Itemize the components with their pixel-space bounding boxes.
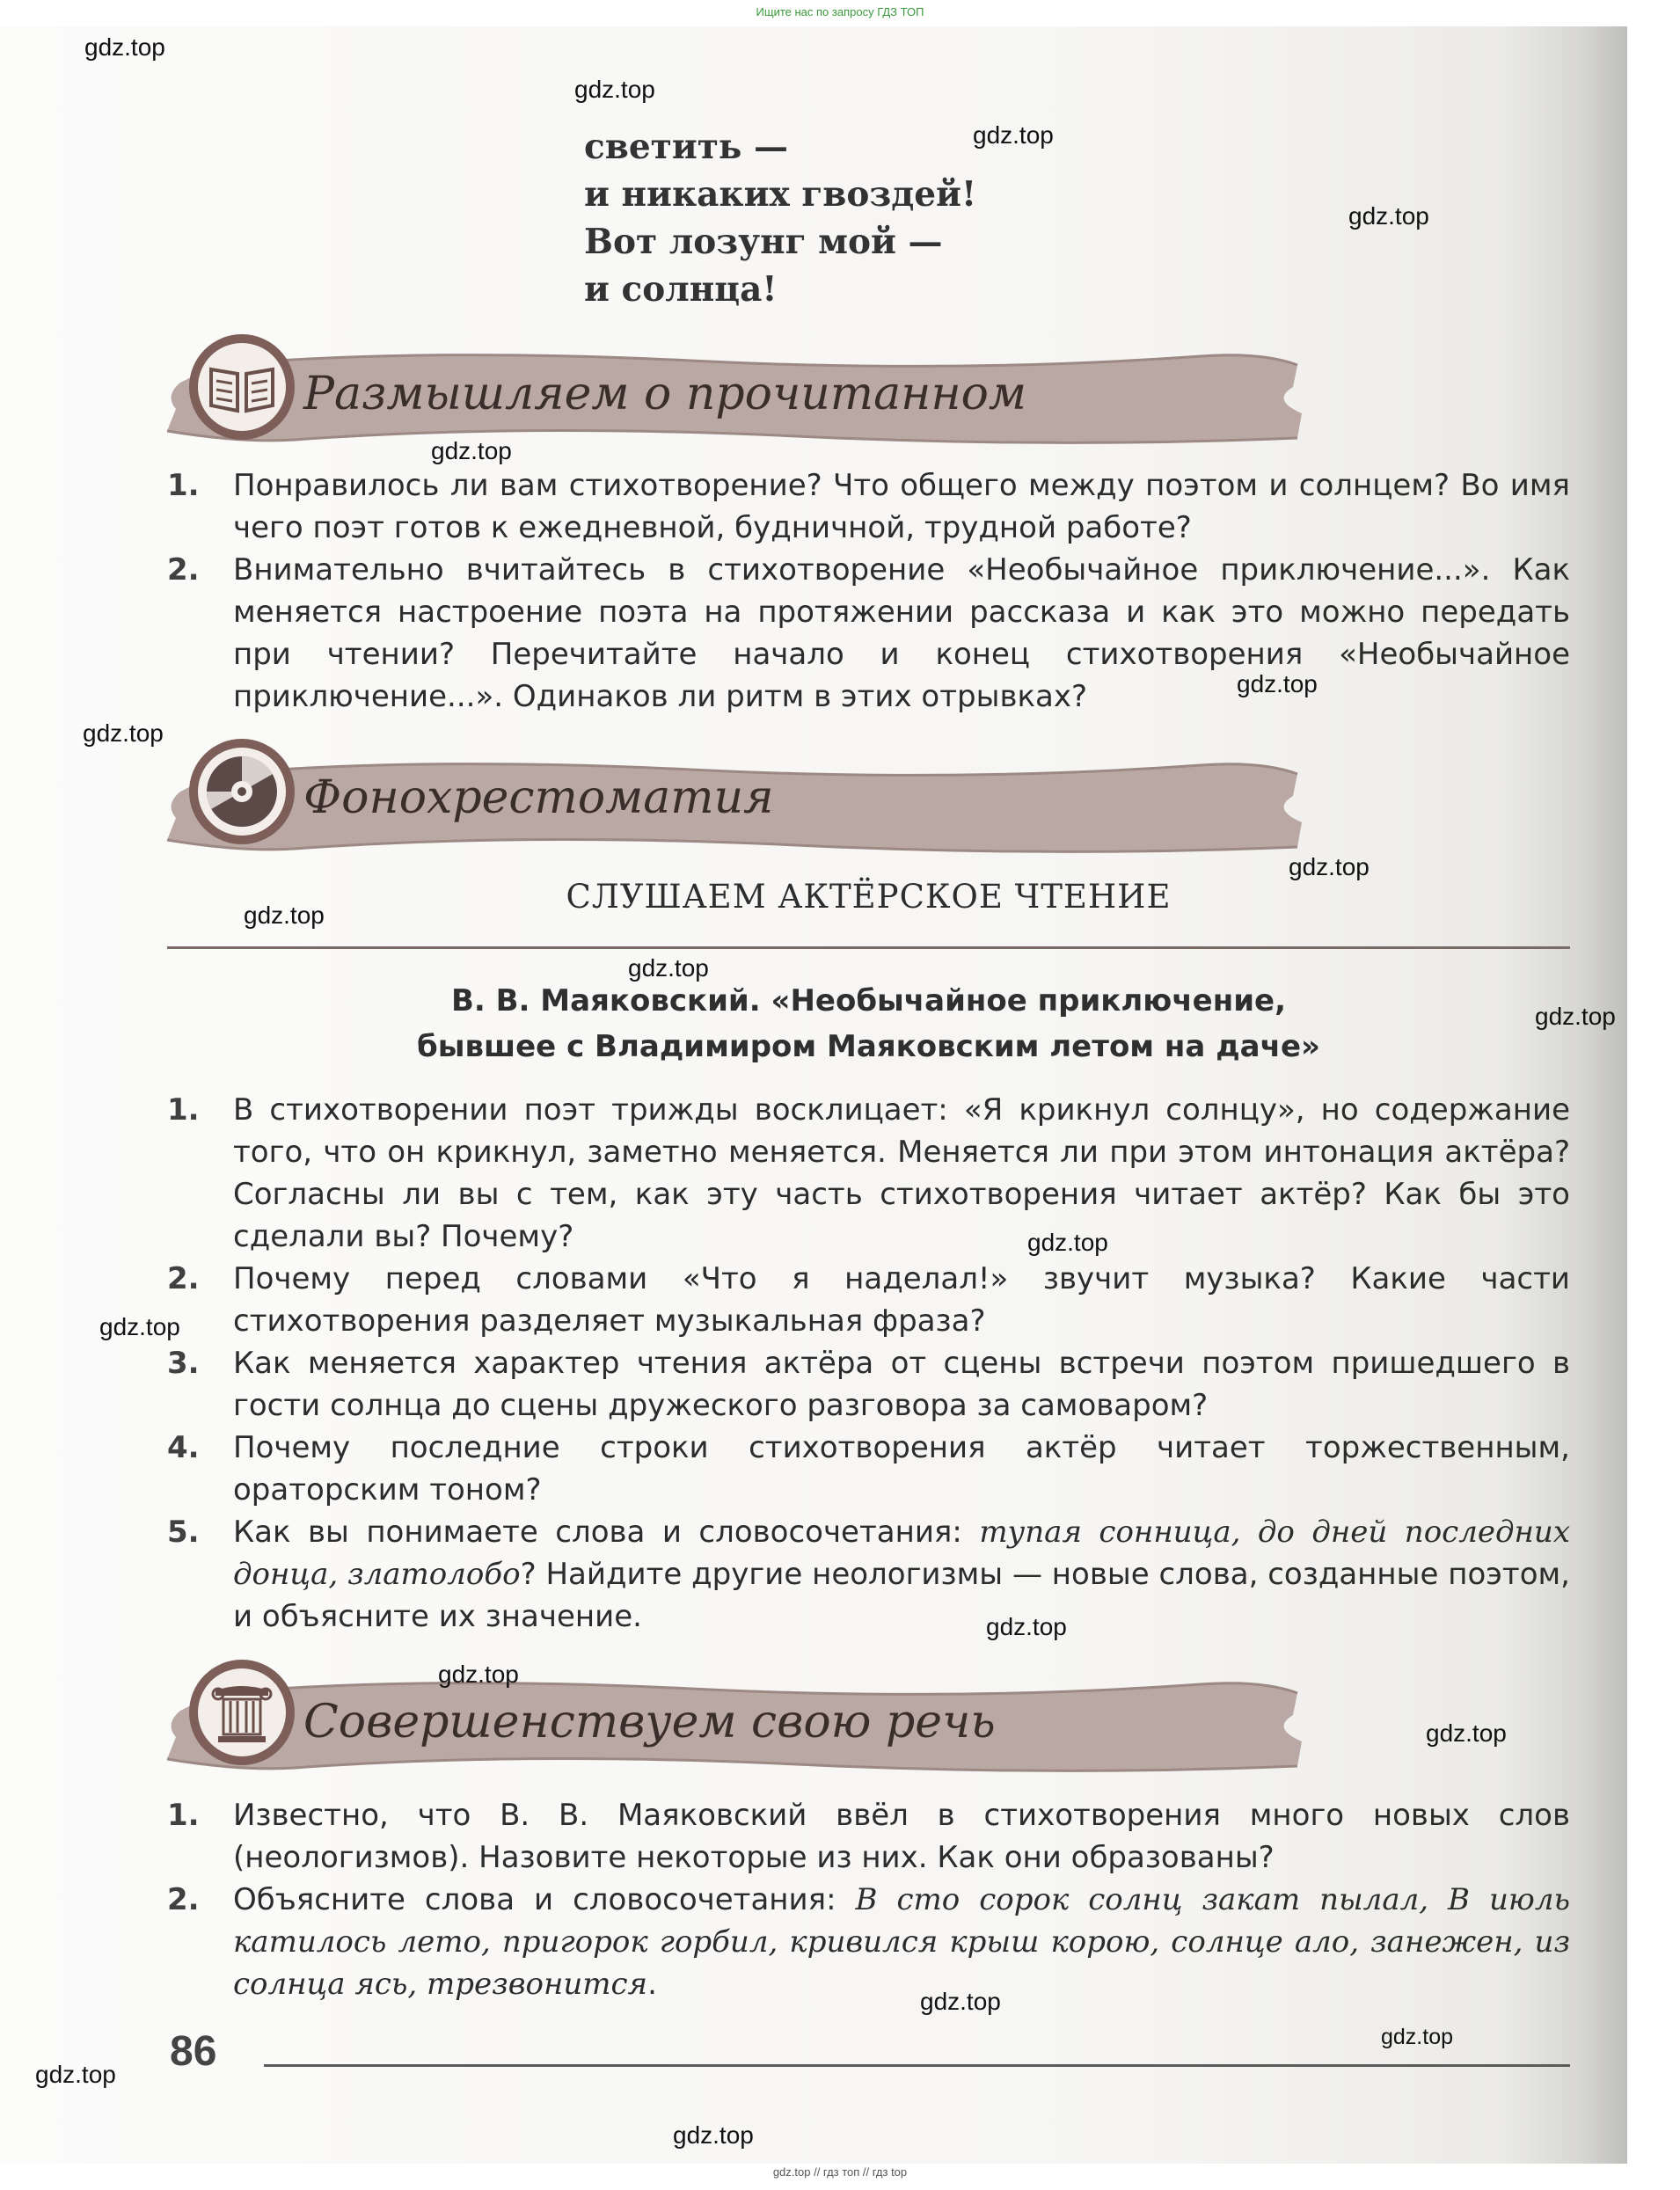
watermark: gdz.top: [973, 121, 1054, 149]
watermark: gdz.top: [1027, 1229, 1108, 1256]
question-number: 2.: [167, 1882, 200, 1917]
poem-fragment: [584, 123, 976, 313]
watermark: gdz.top: [1381, 2025, 1454, 2049]
divider: [167, 946, 1570, 949]
question-text: Почему последние строки стихотворения актёр читает торжественным, ораторским тоном?: [233, 1430, 1570, 1507]
watermark: gdz.top: [986, 1613, 1067, 1640]
question-text: Внимательно вчитайтесь в стихотворение «Необычайное приключение...». Как меняется настроение поэта на протяжении рассказа и как это можно передать при чтении? Перечитайте начало и конец стихотворения «Необычайное приключение...». Одинаков ли ритм в этих отрывках?: [233, 552, 1570, 714]
question-italic-text: тупая сонница, до дней последних донца, златолобо: [233, 1515, 1570, 1592]
question-text: Понравилось ли вам стихотворение? Что общего между поэтом и солнцем? Во имя чего поэт готов к ежедневной, будничной, трудной работе?: [233, 468, 1570, 545]
reflect-questions: [167, 464, 1570, 718]
section-title: Совершенствуем свою речь: [303, 1696, 996, 1748]
watermark: gdz.top: [1348, 202, 1429, 230]
question-text: В стихотворении поэт трижды восклицает: «Я крикнул солнцу», но содержание того, что он крикнул, заметно меняется. Меняется ли при этом интонация актёра? Согласны ли вы с тем, как эту часть стихотворения читает актёр? Как бы это сделали вы? Почему?: [233, 1092, 1570, 1254]
question-number: 4.: [167, 1430, 200, 1465]
poem-line: Вот лозунг мой —: [584, 222, 943, 262]
question-item: [167, 1879, 1570, 2005]
work-title-line: бывшее с Владимиром Маяковским летом на даче»: [417, 1029, 1320, 1064]
section-title: Размышляем о прочитанном: [303, 368, 1027, 420]
question-item: [167, 1258, 1570, 1342]
column-icon: [185, 1655, 299, 1770]
watermark: gdz.top: [83, 719, 164, 747]
page-number: 86: [170, 2028, 217, 2075]
question-text: Объясните слова и словосочетания:: [233, 1882, 856, 1917]
watermark: gdz.top: [438, 1661, 519, 1688]
poem-line: и солнца!: [584, 269, 778, 310]
section-banner-speech: [163, 1653, 1306, 1803]
watermark: gdz.top: [1426, 1719, 1507, 1747]
question-item: [167, 1089, 1570, 1258]
watermark: gdz.top: [920, 1988, 1001, 2015]
question-text: Известно, что В. В. Маяковский ввёл в стихотворения много новых слов (неологизмов). Назовите некоторые из них. Как они образованы?: [233, 1798, 1570, 1875]
question-number: 2.: [167, 552, 200, 588]
question-text: Как вы понимаете слова и словосочетания:: [233, 1515, 980, 1550]
work-title-line: В. В. Маяковский. «Необычайное приключение,: [450, 983, 1287, 1018]
question-number: 1.: [167, 1092, 200, 1128]
footer-rule: [264, 2064, 1570, 2067]
watermark: gdz.top: [1237, 670, 1318, 697]
question-item: [167, 1342, 1570, 1427]
poem-line: и никаких гвоздей!: [584, 174, 977, 215]
watermark: gdz.top: [1289, 853, 1370, 880]
question-item: [167, 1794, 1570, 1879]
section-banner-audio: [163, 734, 1306, 884]
watermark: gdz.top: [574, 76, 655, 103]
question-item: [167, 464, 1570, 549]
question-item: [167, 549, 1570, 718]
question-text: .: [647, 1967, 657, 2002]
watermark: gdz.top: [35, 2061, 116, 2088]
question-number: 1.: [167, 1798, 200, 1833]
watermark: gdz.top: [628, 954, 709, 982]
question-number: 5.: [167, 1515, 200, 1550]
question-number: 2.: [167, 1261, 200, 1296]
watermark: gdz.top: [84, 33, 165, 61]
audio-questions: [167, 1089, 1570, 1638]
disc-icon: [185, 734, 299, 849]
book-icon: [185, 330, 299, 444]
question-italic-text: В сто сорок солнц закат пылал, В июль катилось лето, пригорок горбил, кривился крыш корою, солнце ало, занежен, из солнца ясь, трезвонится: [233, 1882, 1570, 2002]
watermark: gdz.top: [244, 902, 325, 929]
question-text: Почему перед словами «Что я наделал!» звучит музыка? Какие части стихотворения разделяет музыкальная фраза?: [233, 1261, 1570, 1339]
top-search-note: Ищите нас по запросу ГДЗ ТОП: [756, 5, 924, 18]
question-item: [167, 1427, 1570, 1511]
watermark: gdz.top: [1535, 1003, 1616, 1030]
poem-line: светить —: [584, 127, 788, 167]
question-number: 3.: [167, 1346, 200, 1381]
listening-subheading: СЛУШАЕМ АКТЁРСКОЕ ЧТЕНИЕ: [566, 878, 1172, 916]
watermark: gdz.top: [673, 2121, 754, 2149]
question-item: [167, 1511, 1570, 1638]
question-text: ? Найдите другие неологизмы — новые слова, созданные поэтом, и объясните их значение.: [233, 1557, 1570, 1634]
question-text: Как меняется характер чтения актёра от сцены встречи поэтом пришедшего в гости солнца до сцены дружеского разговора за самоваром?: [233, 1346, 1570, 1423]
section-banner-reflect: [163, 325, 1306, 475]
speech-questions: [167, 1794, 1570, 2005]
section-title: Фонохрестоматия: [303, 771, 774, 824]
watermark: gdz.top: [431, 437, 512, 464]
watermark: gdz.top: [99, 1313, 180, 1340]
question-number: 1.: [167, 468, 200, 503]
bottom-search-note: gdz.top // гдз топ // гдз top: [772, 2165, 908, 2179]
